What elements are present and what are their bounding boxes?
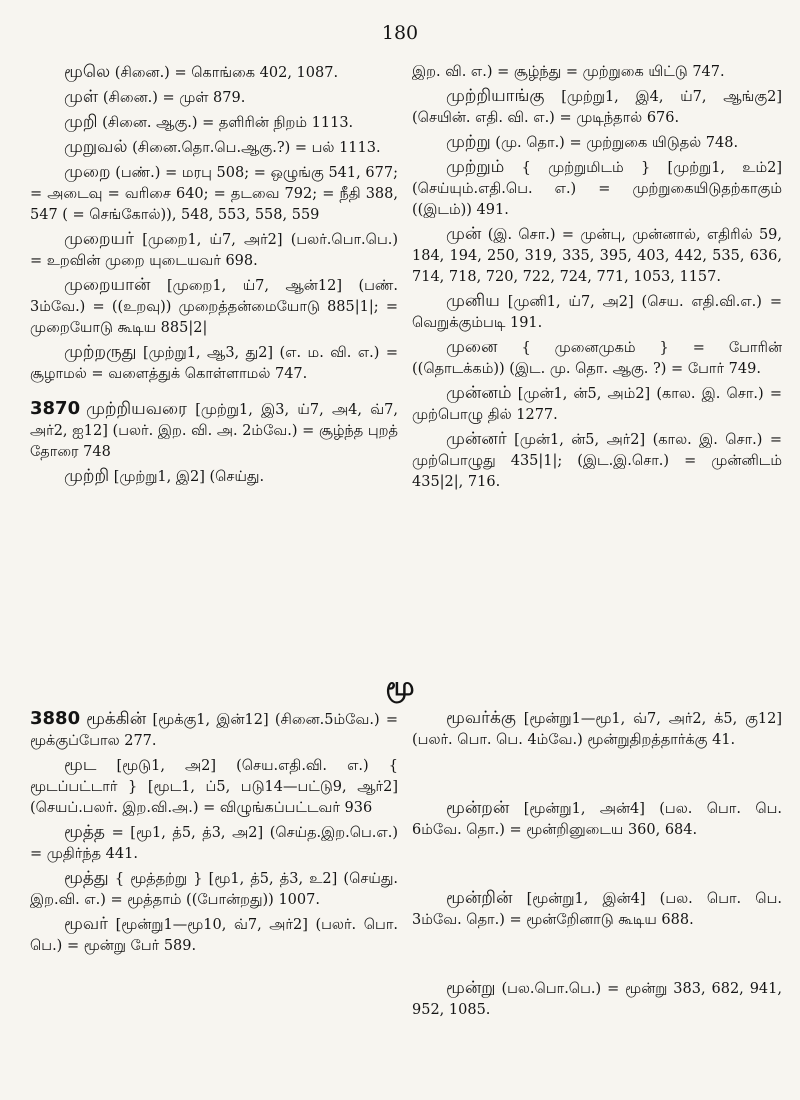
dictionary-entry (30, 914, 398, 957)
dictionary-entry (412, 798, 782, 841)
entry-definition: (மு. தொ.) = முற்றுகை யிடுதல் 748. (495, 135, 739, 151)
entry-headword: மூத்த (64, 822, 105, 842)
dictionary-entry (412, 978, 782, 1021)
entry-headword: மூன்று (446, 978, 496, 998)
dictionary-entry (412, 383, 782, 426)
dictionary-entry (30, 162, 398, 226)
entry-definition: (பல.பொ.பெ.) = மூன்று 383, 682, 941, 952, 1085. (412, 981, 782, 1018)
entry-headword: முனை (446, 337, 498, 357)
entry-definition: [முன்1, ன்5, அர்2] (கால. இ. சொ.) = முற்பொழுது 435|1|; (இட.இ.சொ.) = முன்னிடம் 435|2|, 716. (412, 432, 783, 490)
dictionary-entry (412, 337, 782, 380)
dictionary-entry-continued (412, 62, 782, 83)
entry-headword: மூத்து (64, 868, 109, 888)
entry-headword: முற்றி (64, 466, 110, 486)
dictionary-entry (30, 62, 398, 84)
dictionary-entry (30, 466, 398, 488)
entry-definition: [முற்று1, இ3, ய்7, அ4, வ்7, அர்2, ஐ12] (பலர். இற. வி. அ. 2ம்வே.) = சூழ்ந்த புறத் தோரை 748 (30, 402, 398, 460)
left-column-top (30, 62, 398, 491)
dictionary-entry (412, 429, 782, 493)
numbered-entry (30, 398, 398, 463)
entry-headword: முள் (64, 87, 99, 107)
entry-definition: [முற்று1, இ4, ய்7, ஆங்கு2] (செயின். எதி. வி. எ.) = முடிந்தால் 676. (412, 89, 782, 126)
entry-headword: முறுவல் (64, 137, 128, 157)
dictionary-entry (30, 112, 398, 134)
entry-headword: முற்றருது (64, 342, 137, 362)
entry-headword: முற்றியவரை (86, 399, 187, 419)
entry-definition: [முன்1, ன்5, அம்2] (கால. இ. சொ.) = முற்பொழு தில் 1277. (412, 386, 782, 423)
entry-definition: (பண்.) = மரபு 508; = ஒழுங்கு 541, 677; = அடைவு = வரிசை 640; = தடவை 792; = நீதி 388, 547 ( = செங்கோல்)), 548, 553, 558, 559 (30, 165, 398, 223)
entry-headword: முற்றும் (446, 157, 505, 177)
entry-headword: முற்றியாங்கு (446, 86, 545, 106)
entry-number: 3870 (30, 398, 81, 419)
entry-definition: [முற்று1, ஆ3, து2] (எ. ம. வி. எ.) = சூழாமல் = வளைத்துக் கொள்ளாமல் 747. (30, 345, 399, 382)
entry-definition: (சினை.தொ.பெ.ஆகு.?) = பல் 1113. (132, 140, 381, 156)
dictionary-entry (412, 888, 782, 931)
entry-definition: (சினை. ஆகு.) = தளிரின் நிறம் 1113. (102, 115, 354, 131)
entry-headword: முன் (446, 224, 482, 244)
dictionary-entry (30, 137, 398, 159)
dictionary-entry (30, 342, 398, 385)
entry-headword: மூட (64, 755, 97, 775)
entry-definition: [முற்று1, இ2] (செய்து. (113, 469, 265, 485)
entry-definition: இற. வி. எ.) = சூழ்ந்து = முற்றுகை யிட்டு 747. (412, 64, 725, 80)
entry-headword: மூன்றின் (446, 888, 513, 908)
entry-headword: முறையான் (64, 275, 151, 295)
entry-definition: [மூடு1, அ2] (செய.எதி.வி. எ.) { மூடப்பட்டார் } [மூட1, ப்5, படு14—பட்டு9, ஆர்2] (செயப்.பலர். இற.வி.அ.) = விழுங்கப்பட்டவர் 936 (30, 758, 399, 816)
entry-definition: = [மூ1, த்5, த்3, அ2] (செய்த.இற.பெ.எ.) = முதிர்ந்த 441. (30, 825, 398, 862)
entry-headword: முறையர் (64, 229, 134, 249)
entry-definition: [மூன்று1—மூ1, வ்7, அர்2, க்5, கு12] (பலர். பொ. பெ. 4ம்வே.) மூன்றுதிறத்தார்க்கு 41. (412, 711, 782, 748)
dictionary-entry (412, 291, 782, 334)
entry-headword: மூன்றன் (446, 798, 510, 818)
dictionary-entry (30, 868, 398, 911)
entry-definition: { முனைமுகம் } = போரின் ((தொடக்கம்)) (இட. மு. தொ. ஆகு. ?) = போர் 749. (412, 340, 783, 377)
dictionary-entry (30, 275, 398, 339)
section-heading: மூ (385, 672, 415, 702)
entry-headword: முற்று (446, 132, 491, 152)
entry-definition: [மூன்று1—மூ10, வ்7, அர்2] (பலர். பொ. பெ.) = மூன்று பேர் 589. (30, 917, 399, 954)
entry-headword: மூவர்க்கு (446, 708, 516, 728)
entry-definition: [மூன்று1, இன்4] (பல. பொ. பெ. 3ம்வே. தொ.) = மூன்றிேனாடு கூடிய 688. (412, 891, 782, 928)
dictionary-entry (30, 229, 398, 272)
entry-definition: (சினை.) = கொங்கை 402, 1087. (114, 65, 339, 81)
dictionary-entry (412, 157, 782, 221)
right-column-top (412, 62, 782, 496)
right-column-bottom (412, 708, 782, 1024)
dictionary-entry (412, 132, 782, 154)
entry-definition: { முற்றுமிடம் } [முற்று1, உம்2] (செய்யும்.எதி.பெ. எ.) = முற்றுகையிடுதற்காகும் ((இடம்)) 491. (412, 160, 783, 218)
entry-headword: மூக்கின் (86, 709, 147, 729)
entry-definition: [மூன்று1, அன்4] (பல. பொ. பெ. 6ம்வே. தொ.) = மூன்றினுடைய 360, 684. (412, 801, 782, 838)
entry-number: 3880 (30, 708, 81, 729)
entry-definition: [முறை1, ய்7, அர்2] (பலர்.பொ.பெ.) = உறவின் முறை யுடையவர் 698. (30, 232, 399, 269)
entry-definition: [முறை1, ய்7, ஆன்12] (பண். 3ம்வே.) = ((உறவு)) முறைத்தன்மையோடு 885|1|; = முறையோடு கூடிய 885|2| (30, 278, 398, 336)
entry-headword: முன்னம் (446, 383, 512, 403)
entry-definition: { மூத்தற்று } [மூ1, த்5, த்3, உ2] (செய்து. இற.வி. எ.) = மூத்தாம் ((போன்றது)) 1007. (30, 871, 398, 908)
dictionary-entry (412, 86, 782, 129)
dictionary-entry (412, 708, 782, 751)
entry-definition: [மூக்கு1, இன்12] (சினை.5ம்வே.) = மூக்குப்போல 277. (30, 712, 399, 749)
entry-definition: (சினை.) = முள் 879. (102, 90, 246, 106)
entry-headword: மூலெ (64, 62, 111, 82)
entry-headword: முன்னர் (446, 429, 507, 449)
entry-headword: முறை (64, 162, 111, 182)
dictionary-entry (30, 822, 398, 865)
dictionary-entry (412, 224, 782, 288)
dictionary-entry (30, 87, 398, 109)
entry-headword: முறி (64, 112, 98, 132)
dictionary-entry (30, 755, 398, 819)
entry-definition: (இ. சொ.) = முன்பு, முன்னால், எதிரில் 59, 184, 194, 250, 319, 335, 395, 403, 442, 535, 636, 714, 718, 720, 722, 724, 771, 1053, 1157. (412, 227, 783, 285)
entry-headword: மூவர் (64, 914, 108, 934)
page-number: 180 (381, 22, 419, 44)
entry-headword: முனிய (446, 291, 500, 311)
left-column-bottom (30, 708, 398, 960)
entry-definition: [முனி1, ய்7, அ2] (செய. எதி.வி.எ.) = வெறுக்கும்படி 191. (412, 294, 782, 331)
numbered-entry (30, 708, 398, 752)
